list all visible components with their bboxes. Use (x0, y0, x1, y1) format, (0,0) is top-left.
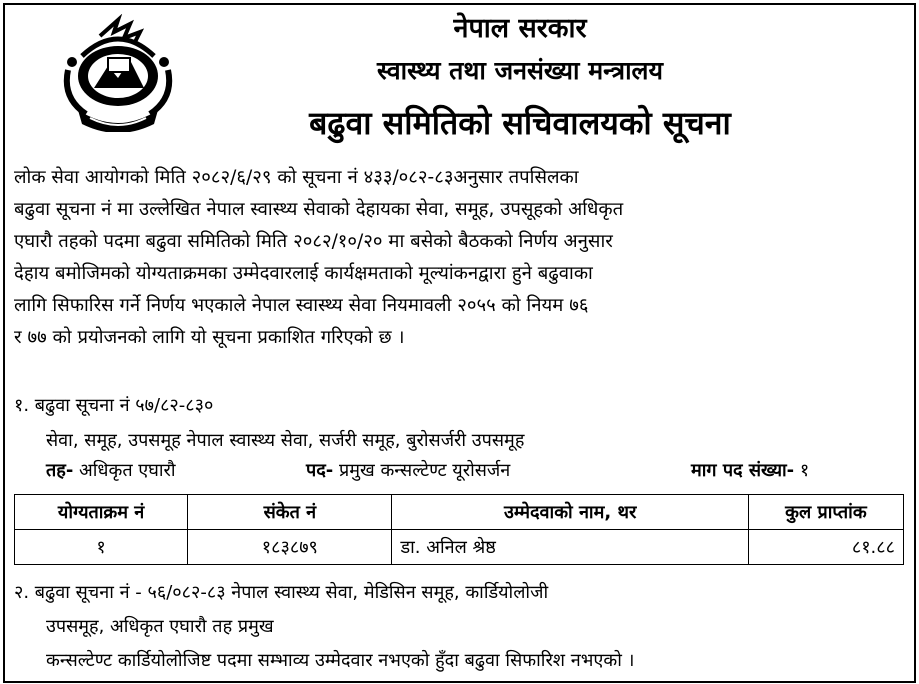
demand-field (691, 458, 809, 482)
post-field (306, 458, 510, 482)
section1-title: १. बढुवा सूचना नं ५७/८२-८३० (14, 395, 214, 416)
intro-line: लोक सेवा आयोगको मिति २०८२/६/२९ को सूचना नं ४३३/०८२-८३अनुसार तपसिलका (14, 167, 579, 188)
table-row (15, 530, 904, 565)
intro-line: र ७७ को प्रयोजनको लागि यो सूचना प्रकाशित गरिएको छ । (14, 327, 405, 348)
header-code: संकेत नं (188, 495, 392, 530)
nepal-government-emblem-icon (60, 14, 176, 132)
cell-rank: १ (15, 530, 188, 565)
cell-name: डा. अनिल श्रेष्ठ (392, 530, 748, 565)
section2-line2: उपसमूह, अधिकृत एघारौ तह प्रमुख (46, 616, 274, 637)
section2-line1: २. बढुवा सूचना नं - ५६/०८२-८३ नेपाल स्वास्थ्य सेवा, मेडिसिन समूह, कार्डियोलोजी (14, 582, 549, 603)
table-header-row (15, 495, 904, 530)
intro-line: लागि सिफारिस गर्ने निर्णय भएकाले नेपाल स्वास्थ्य सेवा नियमावली २०५५ को नियम ७६ (14, 295, 589, 316)
header-name: उम्मेदवाको नाम, थर (392, 495, 748, 530)
cell-code: १८३८७९ (188, 530, 392, 565)
demand-value: १ (794, 460, 810, 481)
intro-line: एघारौ तहको पदमा बढुवा समितिको मिति २०८२/१०/२० मा बसेको बैठकको निर्णय अनुसार (14, 231, 613, 252)
candidate-table (14, 494, 904, 565)
post-label: पद- (306, 460, 334, 481)
ministry-heading: स्वास्थ्य तथा जनसंख्या मन्त्रालय (376, 56, 663, 85)
header-rank: योग्यताक्रम नं (15, 495, 188, 530)
cell-score: ८१.८८ (748, 530, 903, 565)
notice-title: बढुवा समितिको सचिवालयको सूचना (309, 104, 731, 142)
section1-service-line: सेवा, समूह, उपसमूह नेपाल स्वास्थ्य सेवा, सर्जरी समूह, बुरोसर्जरी उपसमूह (46, 430, 525, 451)
government-heading: नेपाल सरकार (453, 13, 587, 44)
intro-line: बढुवा सूचना नं मा उल्लेखित नेपाल स्वास्थ्य सेवाको देहायका सेवा, समूह, उपसूहको अधिकृत (14, 199, 624, 220)
intro-paragraph (14, 162, 904, 354)
post-value: प्रमुख कन्सल्टेण्ट यूरोसर्जन (333, 460, 511, 481)
header-score: कुल प्राप्तांक (748, 495, 903, 530)
level-field (46, 458, 176, 482)
section2-line3: कन्सल्टेण्ट कार्डियोलोजिष्ट पदमा सम्भाव्य उम्मेदवार नभएको हुँदा बढुवा सिफारिश नभएको । (46, 650, 635, 671)
level-value: अधिकृत एघारौ (73, 460, 176, 481)
level-label: तह- (46, 460, 74, 481)
demand-label: माग पद संख्या- (691, 460, 795, 481)
intro-line: देहाय बमोजिमको योग्यताक्रमका उम्मेदवारलाई कार्यक्षमताको मूल्यांकनद्वारा हुने बढुवाका (14, 263, 593, 284)
